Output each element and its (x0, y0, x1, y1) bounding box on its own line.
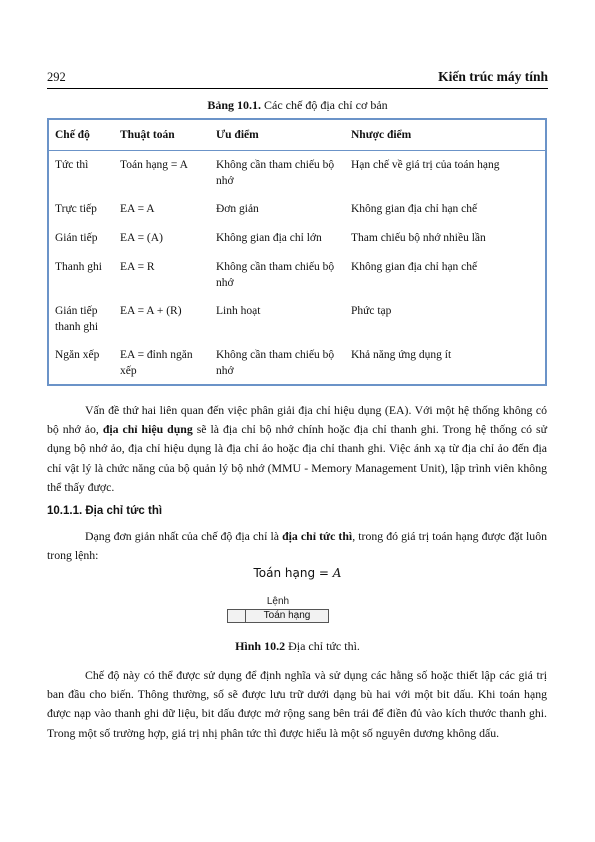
cell-mode: Gián tiếp (55, 231, 98, 244)
cell-advantage: Không cần tham chiếu bộ nhớ (216, 159, 335, 187)
paragraph-text: Vấn đề thứ hai liên quan đến việc phân giải địa chỉ hiệu dụng (EA). Với một hệ thống không có bộ nhớ ảo, (47, 403, 547, 437)
cell-algorithm: EA = (A) (120, 231, 163, 244)
cell-algorithm: EA = A (120, 202, 155, 215)
bold-term: địa chỉ tức thì (282, 529, 353, 543)
instruction-box (227, 609, 329, 623)
bold-term: địa chỉ hiệu dụng (102, 422, 193, 437)
cell-advantage: Không cần tham chiếu bộ nhớ (216, 260, 335, 289)
cell-disadvantage: Phức tạp (351, 304, 392, 317)
table-row (48, 253, 546, 297)
page-number: 292 (47, 70, 66, 84)
cell-advantage: Không gian địa chỉ lớn (216, 231, 322, 244)
paragraph-immediate-usage (47, 666, 547, 743)
header-mode: Chế độ (48, 119, 114, 151)
page-header (47, 68, 548, 89)
cell-algorithm: EA = đỉnh ngăn xếp (120, 348, 193, 377)
cell-disadvantage: Tham chiếu bộ nhớ nhiều lần (351, 231, 486, 244)
cell-algorithm: EA = A + (R) (120, 304, 182, 317)
figure-caption-text: Địa chỉ tức thì. (285, 639, 360, 653)
paragraph-text: Dạng đơn giản nhất của chế độ địa chỉ là (85, 529, 283, 543)
addressing-modes-table (47, 118, 547, 386)
table-row (48, 151, 546, 195)
cell-mode: Tức thì (55, 159, 89, 171)
paragraph-immediate-intro (47, 527, 547, 565)
header-algorithm: Thuật toán (114, 119, 210, 151)
figure-caption (0, 639, 595, 654)
cell-advantage: Đơn giản (216, 202, 259, 215)
figure-label: Lệnh (266, 596, 290, 607)
table-caption (0, 98, 595, 113)
paragraph-text: , trong đó giá trị toán hạng được đặt luôn trong lệnh: (47, 529, 548, 563)
cell-disadvantage: Không gian địa chỉ hạn chế (351, 202, 478, 215)
cell-mode: Trực tiếp (55, 202, 97, 215)
cell-mode: Thanh ghi (55, 260, 102, 273)
header-advantage: Ưu điểm (210, 119, 345, 151)
table-row (48, 224, 546, 253)
cell-mode: Ngăn xếp (55, 348, 100, 361)
cell-disadvantage: Khả năng ứng dụng ít (351, 348, 452, 361)
formula (0, 566, 595, 580)
section-title: 10.1.1. Địa chỉ tức thì (47, 505, 163, 517)
paragraph-effective-address (47, 401, 547, 497)
table-row (48, 195, 546, 224)
figure-caption-label: Hình 10.2 (235, 639, 286, 653)
formula-text: Toán hạng = (253, 566, 333, 580)
table-row (48, 297, 546, 341)
table-caption-label: Bảng 10.1. (207, 98, 262, 112)
cell-algorithm: Toán hạng = A (120, 159, 188, 171)
cell-disadvantage: Hạn chế về giá trị của toán hạng (351, 159, 500, 171)
paragraph-text: Chế độ này có thể được sử dụng để định nghĩa và sử dụng các hằng số hoặc thiết lập các giá trị ban đầu cho biến. Thông thường, số sẽ được lưu trữ dưới dạng bù hai với một bit dấu. Khi toán hạng được nạp vào thanh ghi dữ liệu, bit dấu được mở rộng sang bên trái để điền đủ vào kích thước thanh ghi. Trong một số trường hợp, giá trị nhị phân tức thì được hiểu là một số nguyên dương không dấu. (47, 668, 547, 740)
operand-field: Toán hạng (263, 610, 311, 621)
cell-advantage: Linh hoạt (216, 304, 261, 317)
opcode-field (228, 610, 246, 622)
instruction-figure (227, 596, 329, 624)
book-title: Kiến trúc máy tính (438, 69, 548, 84)
table-row (48, 341, 546, 385)
table-caption-text: Các chế độ địa chỉ cơ bản (261, 98, 388, 112)
table-header-row (48, 119, 546, 151)
cell-disadvantage: Không gian địa chỉ hạn chế (351, 260, 478, 273)
header-disadvantage: Nhược điểm (345, 119, 546, 151)
cell-algorithm: EA = R (120, 260, 155, 273)
paragraph-text: sẽ là địa chỉ bộ nhớ chính hoặc địa chỉ thanh ghi. Trong hệ thống có sử dụng bộ nhớ ảo, địa chỉ hiệu dụng là địa chỉ ảo hoặc địa chỉ thanh ghi. Việc ánh xạ từ địa chỉ ảo đến địa chỉ vật lý là chức năng của bộ quản lý bộ nhớ (MMU - Memory Management Unit), lập trình viên không thể thấy được. (47, 422, 547, 494)
cell-advantage: Không cần tham chiếu bộ nhớ (216, 348, 335, 377)
formula-variable: A (332, 566, 342, 580)
cell-mode: Gián tiếp thanh ghi (55, 304, 99, 333)
